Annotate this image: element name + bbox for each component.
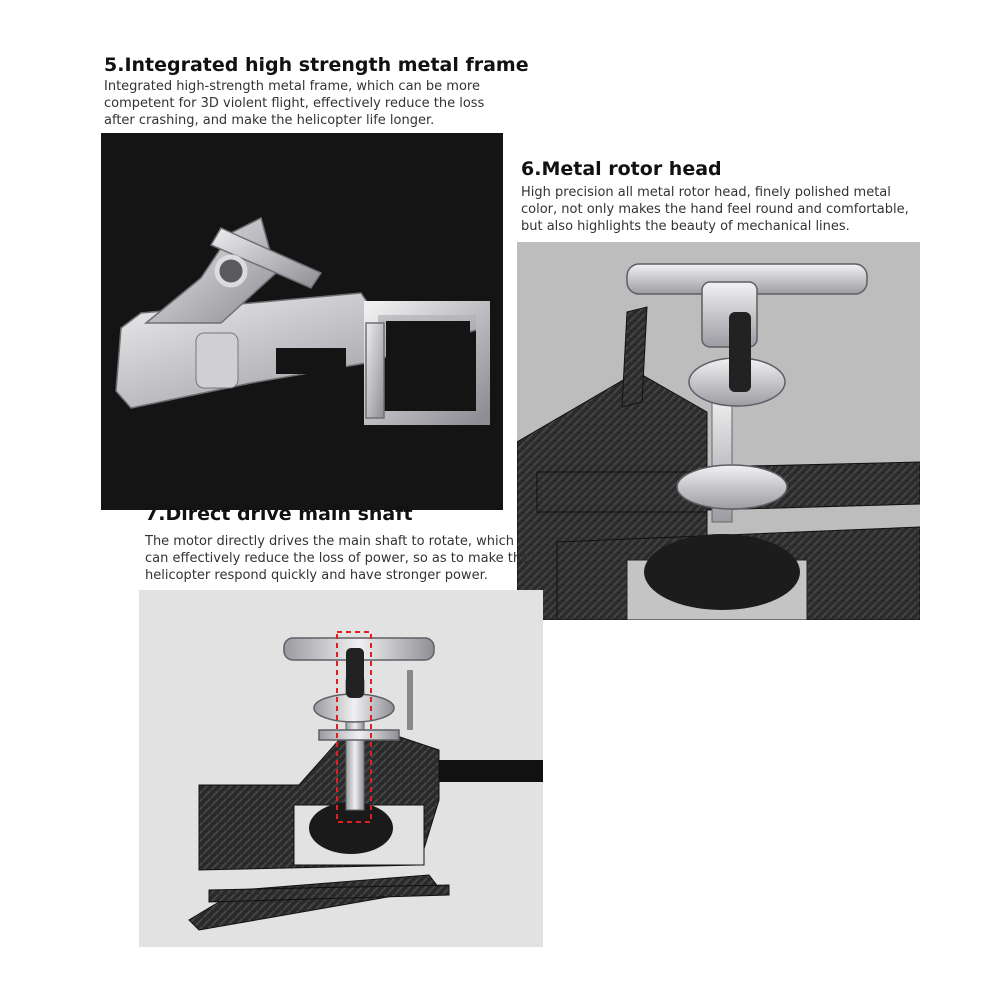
metal-frame-photo xyxy=(101,133,503,510)
section-6-description: High precision all metal rotor head, finely polished metal color, not only makes the hand feel round and comfortable, but also highlights the beauty of mechanical lines. xyxy=(521,185,909,234)
main-shaft-photo xyxy=(139,590,543,947)
bearing-icon xyxy=(217,257,245,285)
section-7-description: The motor directly drives the main shaft to rotate, which can effectively reduce the loss of power, so as to make the helicopter respond quickly and have stronger power. xyxy=(145,534,530,583)
section-5-description: Integrated high-strength metal frame, which can be more competent for 3D violent flight, effectively reduce the loss after crashing, and make the helicopter life longer. xyxy=(104,79,485,128)
section-6-title: 6.Metal rotor head xyxy=(521,158,722,180)
rotor-head-photo xyxy=(517,242,920,620)
section-5-title: 5.Integrated high strength metal frame xyxy=(104,54,529,76)
section-7-title: 7.Direct drive main shaft xyxy=(145,503,413,525)
motor-icon xyxy=(644,534,800,610)
